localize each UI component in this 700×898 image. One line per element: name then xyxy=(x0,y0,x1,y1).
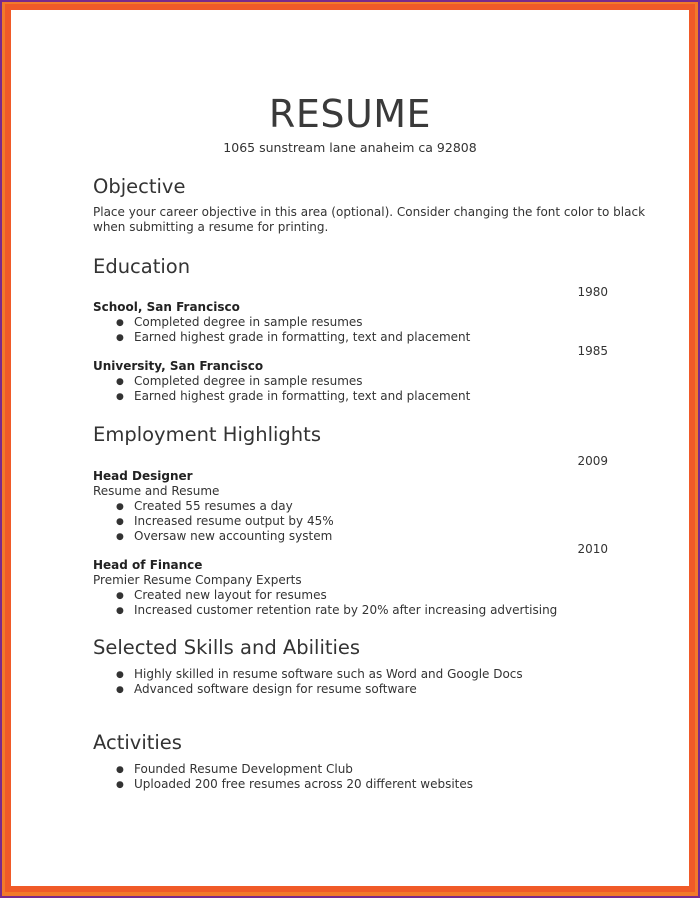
list-item: Completed degree in sample resumes xyxy=(134,315,363,329)
education-entry-title: School, San Francisco xyxy=(93,300,240,314)
activities-heading: Activities xyxy=(93,731,182,754)
list-item: Oversaw new accounting system xyxy=(134,529,333,543)
bullet-icon: ● xyxy=(116,532,124,542)
employment-heading: Employment Highlights xyxy=(93,423,321,446)
list-item: Created 55 resumes a day xyxy=(134,499,293,513)
list-item: Uploaded 200 free resumes across 20 different websites xyxy=(134,777,473,791)
bullet-icon: ● xyxy=(116,606,124,616)
list-item: Advanced software design for resume software xyxy=(134,682,417,696)
list-item: Earned highest grade in formatting, text and placement xyxy=(134,389,471,403)
education-heading: Education xyxy=(93,255,191,278)
bullet-icon: ● xyxy=(116,318,124,328)
list-item: Highly skilled in resume software such as Word and Google Docs xyxy=(134,667,523,681)
objective-heading: Objective xyxy=(93,175,186,198)
bullet-icon: ● xyxy=(116,765,124,775)
bullet-icon: ● xyxy=(116,517,124,527)
bullet-icon: ● xyxy=(116,780,124,790)
bullet-icon: ● xyxy=(116,502,124,512)
objective-line-2: when submitting a resume for printing. xyxy=(93,220,329,234)
address-line: 1065 sunstream lane anaheim ca 92808 xyxy=(223,140,477,155)
bullet-icon: ● xyxy=(116,377,124,387)
bullet-icon: ● xyxy=(116,591,124,601)
bullet-icon: ● xyxy=(116,392,124,402)
education-entry-title: University, San Francisco xyxy=(93,359,264,373)
list-item: Increased resume output by 45% xyxy=(134,514,334,528)
page-title: RESUME xyxy=(268,92,432,136)
job-title: Head Designer xyxy=(93,469,193,483)
list-item: Founded Resume Development Club xyxy=(134,762,353,776)
education-year: 1980 xyxy=(577,285,608,299)
job-title: Head of Finance xyxy=(93,558,203,572)
education-year: 1985 xyxy=(577,344,608,358)
skills-heading: Selected Skills and Abilities xyxy=(93,636,361,659)
company-name: Premier Resume Company Experts xyxy=(93,573,302,587)
list-item: Earned highest grade in formatting, text and placement xyxy=(134,330,471,344)
objective-line-1: Place your career objective in this area (optional). Consider changing the font color to black xyxy=(93,205,646,219)
bullet-icon: ● xyxy=(116,333,124,343)
employment-year: 2010 xyxy=(577,542,608,556)
company-name: Resume and Resume xyxy=(93,484,220,498)
bullet-icon: ● xyxy=(116,670,124,680)
list-item: Increased customer retention rate by 20% after increasing advertising xyxy=(134,603,558,617)
bullet-icon: ● xyxy=(116,685,124,695)
list-item: Completed degree in sample resumes xyxy=(134,374,363,388)
list-item: Created new layout for resumes xyxy=(134,588,327,602)
employment-year: 2009 xyxy=(577,454,608,468)
